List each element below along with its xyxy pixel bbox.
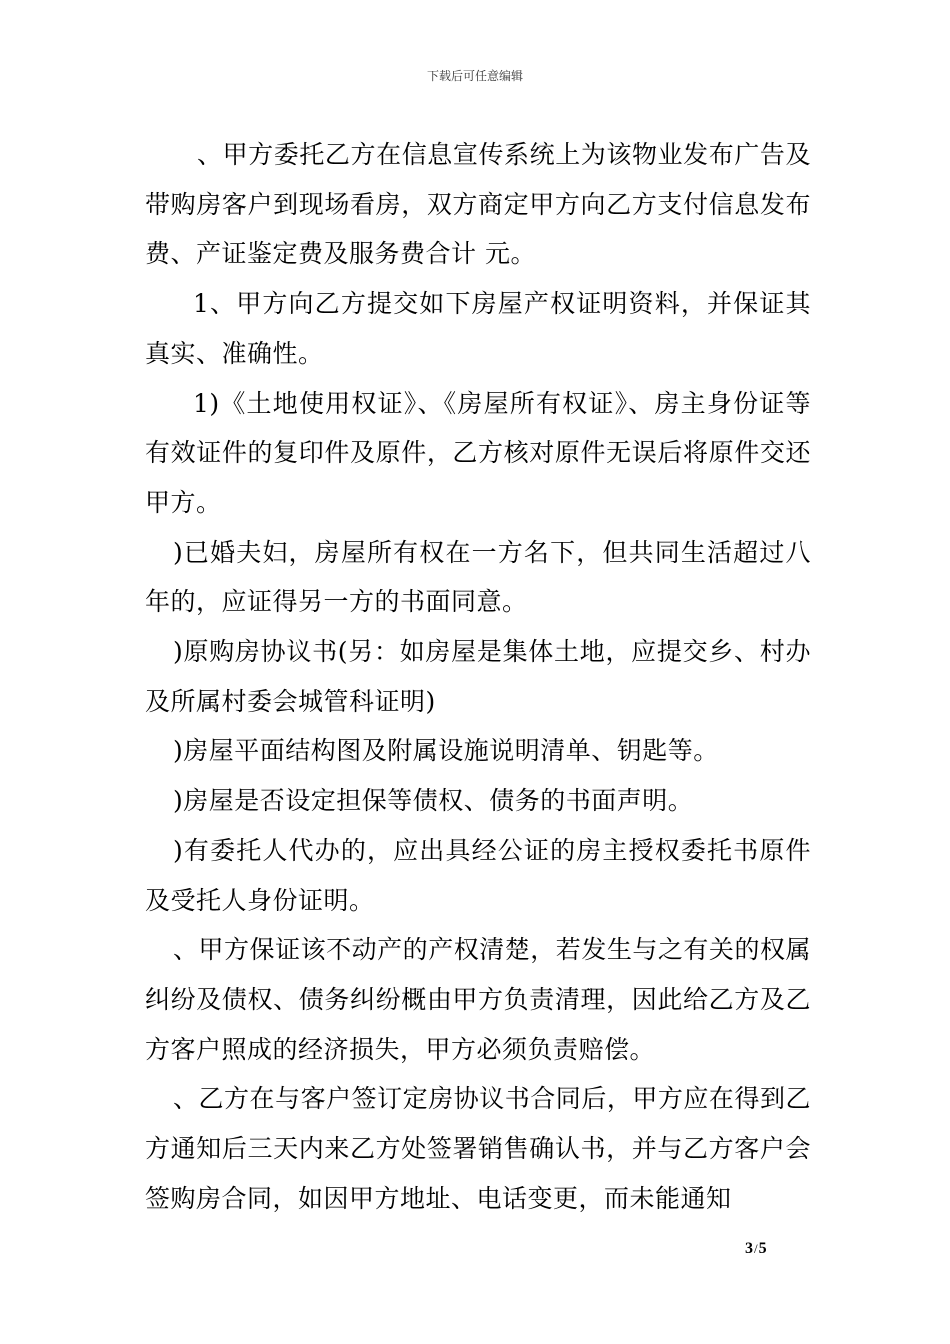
paragraph-certificates: 1)《土地使用权证》、《房屋所有权证》、房主身份证等有效证件的复印件及原件，乙方核对原件无误后将原件交还甲方。 <box>145 388 811 517</box>
paragraph-floor-plan: )房屋平面结构图及附属设施说明清单、钥匙等。 <box>173 736 719 766</box>
document-body <box>145 130 811 1223</box>
paragraph-married-couple: )已婚夫妇，房屋所有权在一方名下，但共同生活超过八年的，应证得另一方的书面同意。 <box>145 537 811 617</box>
page-header: 下载后可任意编辑 <box>426 69 523 83</box>
page-separator: / <box>754 1241 758 1256</box>
paragraph-commission-fee: 、甲方委托乙方在信息宣传系统上为该物业发布广告及带购房客户到现场看房，双方商定甲方向乙方支付信息发布费、产证鉴定费及服务费合计 元。 <box>145 140 811 269</box>
paragraph-property-documents: 1、甲方向乙方提交如下房屋产权证明资料，并保证其真实、准确性。 <box>145 289 811 368</box>
total-pages: 5 <box>758 1240 767 1257</box>
paragraph-purchase-agreement: )原购房协议书(另：如房屋是集体土地，应提交乡、村办及所属村委会城管科证明) <box>145 637 811 716</box>
paragraph-title-guarantee: 、甲方保证该不动产的产权清楚，若发生与之有关的权属纠纷及债权、债务纠纷概由甲方负责清理，因此给乙方及乙方客户照成的经济损失，甲方必须负责赔偿。 <box>145 935 811 1064</box>
paragraph-sales-confirmation: 、乙方在与客户签订定房协议书合同后，甲方应在得到乙方通知后三天内来乙方处签署销售确认书，并与乙方客户会签购房合同，如因甲方地址、电话变更，而未能通知 <box>145 1084 811 1213</box>
paragraph-guarantee-statement: )房屋是否设定担保等债权、债务的书面声明。 <box>173 786 694 816</box>
current-page: 3 <box>745 1240 753 1257</box>
page-number <box>745 1240 767 1258</box>
paragraph-power-of-attorney: )有委托人代办的，应出具经公证的房主授权委托书原件及受托人身份证明。 <box>145 835 811 915</box>
